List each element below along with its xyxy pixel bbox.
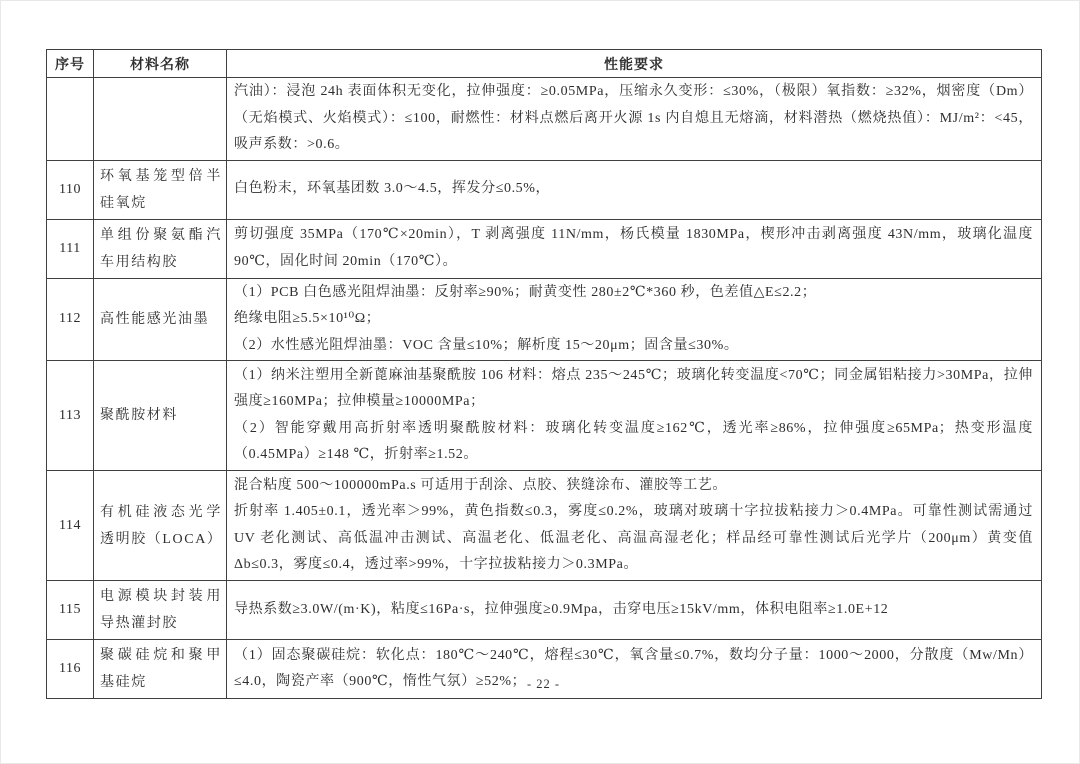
req-paragraph: 混合粘度 500～100000mPa.s 可适用于刮涂、点胶、狭缝涂布、灌胶等工艺。 bbox=[234, 477, 728, 493]
row-requirements bbox=[227, 219, 1042, 278]
req-paragraph: 白色粉末，环氧基团数 3.0～4.5，挥发分≤0.5%， bbox=[234, 181, 551, 197]
req-paragraph: （2）智能穿戴用高折射率透明聚酰胺材料：玻璃化转变温度≥162℃，透光率≥86%，拉伸强度≥65MPa；热变形温度（0.45MPa）≥148 ℃，折射率≥1.52。 bbox=[234, 420, 1033, 462]
row-material-name: 聚酰胺材料 bbox=[94, 361, 227, 471]
page-number: - 22 - bbox=[526, 677, 561, 691]
req-paragraph: 剪切强度 35MPa（170℃×20min），T 剥离强度 11N/mm，杨氏模量 1830MPa，楔形冲击剥离强度 43N/mm，玻璃化温度 90℃，固化时间 20min（170℃）。 bbox=[234, 227, 1033, 269]
row-material-name: 环氧基笼型倍半硅氧烷 bbox=[94, 160, 227, 219]
req-paragraph: （1）PCB 白色感光阻焊油墨：反射率≥90%；耐黄变性 280±2℃*360 秒，色差值△E≤2.2； bbox=[234, 284, 817, 300]
row-seq: 111 bbox=[47, 219, 94, 278]
row-material-name: 单组份聚氨酯汽车用结构胶 bbox=[94, 219, 227, 278]
row-material-name bbox=[94, 78, 227, 161]
req-paragraph: 汽油）：浸泡 24h 表面体积无变化，拉伸强度：≥0.05MPa，压缩永久变形：≤30%，（极限）氧指数：≥32%，烟密度（Dm）（无焰模式、火焰模式）：≤100，耐燃性：材料点燃后离开火源 1s 内自熄且无熔滴，材料潜热（燃烧热值）：MJ/m²：<45，吸声系数：>0.6。 bbox=[234, 84, 1033, 152]
table-row bbox=[47, 78, 1042, 161]
row-requirements bbox=[227, 278, 1042, 361]
materials-table bbox=[46, 49, 1042, 699]
table-header-row bbox=[47, 50, 1042, 78]
row-seq: 112 bbox=[47, 278, 94, 361]
row-requirements bbox=[227, 471, 1042, 581]
row-requirements bbox=[227, 160, 1042, 219]
row-seq: 110 bbox=[47, 160, 94, 219]
row-seq: 116 bbox=[47, 640, 94, 699]
req-paragraph: 导热系数≥3.0W/(m·K)，粘度≤16Pa·s，拉伸强度≥0.9Mpa，击穿电压≥15kV/mm，体积电阻率≥1.0E+12 bbox=[234, 601, 889, 617]
req-paragraph: （1）纳米注塑用全新蓖麻油基聚酰胺 106 材料：熔点 235～245℃；玻璃化转变温度<70℃；同金属铝粘接力>30MPa，拉伸强度≥160MPa；拉伸模量≥10000MPa； bbox=[234, 367, 1033, 409]
req-paragraph: 绝缘电阻≥5.5×10¹⁰Ω； bbox=[234, 311, 381, 326]
row-seq: 113 bbox=[47, 361, 94, 471]
header-performance-req: 性能要求 bbox=[227, 50, 1042, 78]
row-seq bbox=[47, 78, 94, 161]
header-seq: 序号 bbox=[47, 50, 94, 78]
row-seq: 115 bbox=[47, 581, 94, 640]
req-paragraph: （2）水性感光阻焊油墨：VOC 含量≤10%；解析度 15～20μm；固含量≤30%。 bbox=[234, 337, 739, 353]
row-material-name: 电源模块封装用导热灌封胶 bbox=[94, 581, 227, 640]
row-requirements bbox=[227, 581, 1042, 640]
row-requirements bbox=[227, 78, 1042, 161]
row-requirements bbox=[227, 361, 1042, 471]
row-material-name: 有机硅液态光学透明胶（LOCA） bbox=[94, 471, 227, 581]
table-row bbox=[47, 581, 1042, 640]
table-row bbox=[47, 471, 1042, 581]
header-material-name: 材料名称 bbox=[94, 50, 227, 78]
row-material-name: 聚碳硅烷和聚甲基硅烷 bbox=[94, 640, 227, 699]
table-row bbox=[47, 160, 1042, 219]
row-seq: 114 bbox=[47, 471, 94, 581]
req-paragraph: 折射率 1.405±0.1，透光率＞99%，黄色指数≤0.3，雾度≤0.2%，玻璃对玻璃十字拉拔粘接力＞0.4MPa。可靠性测试需通过 UV 老化测试、高低温冲击测试、高温老化、低温老化、高温高湿老化；样品经可靠性测试后光学片（200μm）黄变值Δb≤0.3，雾度≤0.4，透过率>99%，十字拉拔粘接力＞0.3MPa。 bbox=[234, 504, 1033, 572]
table-row bbox=[47, 219, 1042, 278]
req-paragraph: （1）固态聚碳硅烷：软化点：180℃～240℃，熔程≤30℃，氧含量≤0.7%，数均分子量：1000～2000，分散度（Mw/Mn）≤4.0，陶瓷产率（900℃，惰性气氛）≥52%； bbox=[234, 647, 1033, 689]
table-row bbox=[47, 361, 1042, 471]
table-row bbox=[47, 278, 1042, 361]
row-material-name: 高性能感光油墨 bbox=[94, 278, 227, 361]
